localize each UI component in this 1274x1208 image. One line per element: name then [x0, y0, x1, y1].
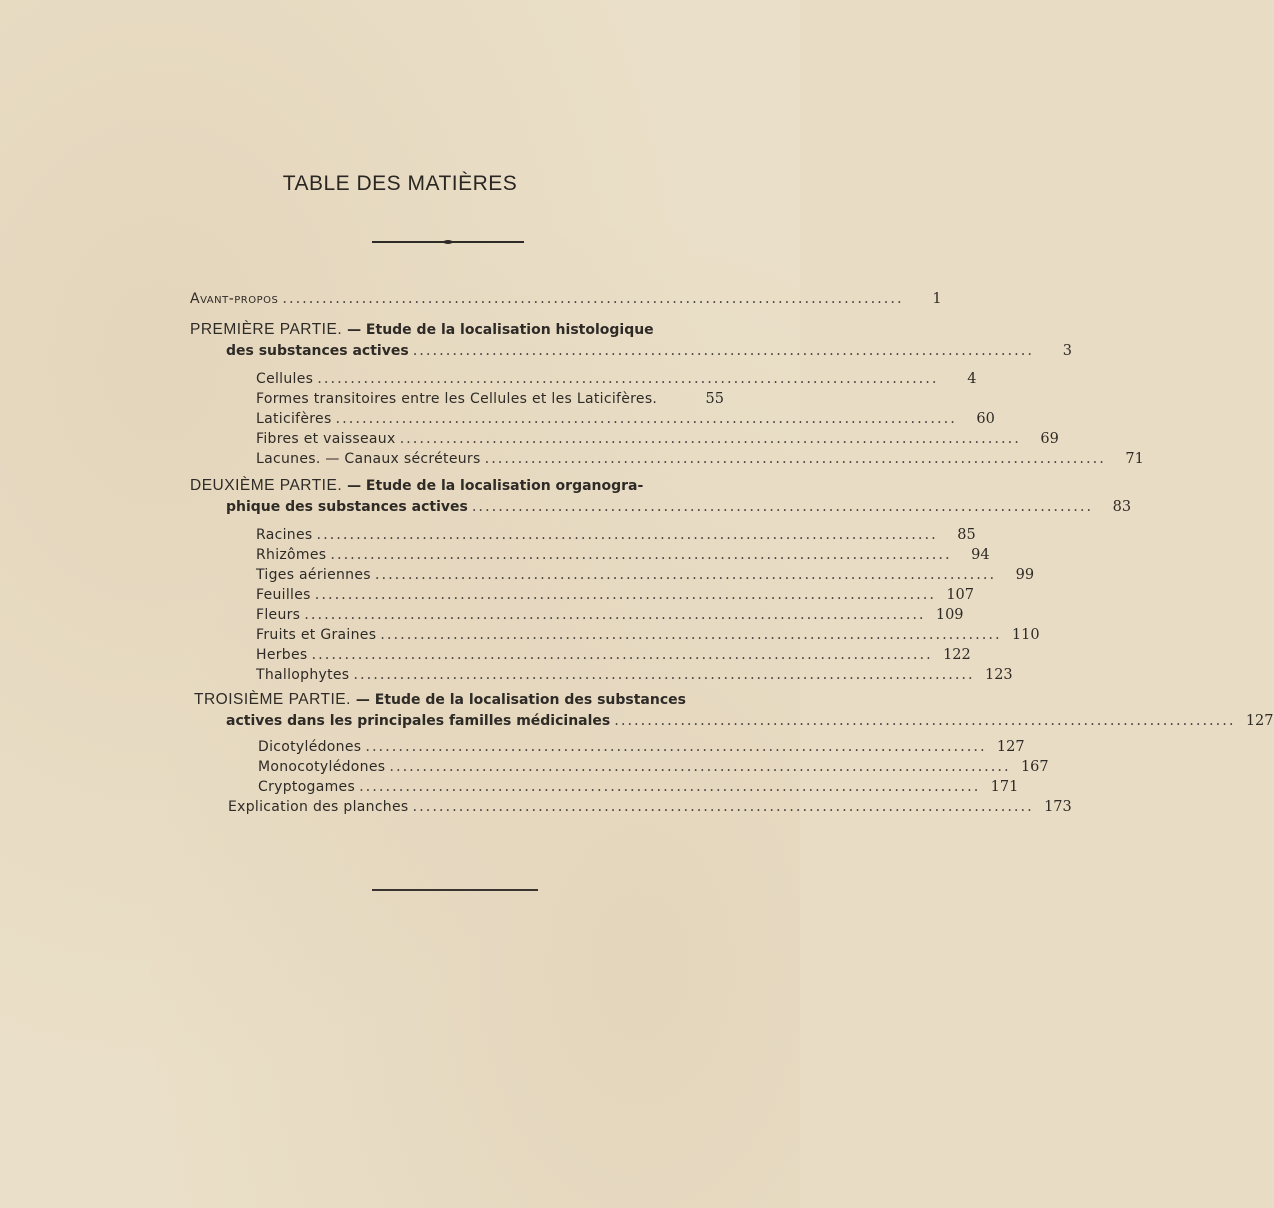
- toc-entry-cryptogames: [258, 777, 1019, 797]
- leader-dots: ..............................................................................................: [484, 451, 1106, 467]
- toc-entry-label: Monocotylédones: [258, 759, 386, 775]
- toc-page-number: 173: [1044, 799, 1072, 815]
- toc-part-heading-3: [194, 689, 686, 710]
- closing-rule: [372, 889, 538, 891]
- toc-page-number: 60: [976, 411, 995, 427]
- leader-dots: ..............................................................................................: [304, 607, 926, 623]
- toc-entry-label: Fibres et vaisseaux: [256, 431, 396, 447]
- toc-page-number: 127: [1245, 713, 1274, 729]
- toc-entry-cellules: [256, 369, 977, 389]
- toc-entry-laticiferes: [256, 409, 995, 429]
- toc-entry-label: Tiges aériennes: [256, 567, 371, 583]
- toc-page-number: 171: [990, 779, 1019, 795]
- toc-entry-label: Fleurs: [256, 607, 301, 623]
- toc-page-number: 83: [1112, 499, 1132, 515]
- toc-page-number: 71: [1125, 451, 1144, 467]
- toc-page-number: 109: [935, 607, 964, 623]
- toc-entry-tiges: [256, 565, 1035, 585]
- toc-entry-troisieme-partie: [226, 711, 1274, 731]
- toc-page-number: 110: [1011, 627, 1040, 643]
- leader-dots: ..............................................................................................: [335, 411, 957, 427]
- toc-entry-label: actives dans les principales familles médicinales: [226, 713, 611, 729]
- toc-entry-label: Avant-propos: [190, 291, 279, 307]
- toc-entry-deuxieme-partie: [226, 497, 1132, 517]
- part-title: TROISIÈME PARTIE.: [194, 691, 351, 708]
- toc-entry-monocotyledones: [258, 757, 1049, 777]
- toc-entry-premiere-partie: [226, 341, 1072, 361]
- toc-entry-label: Dicotylédones: [258, 739, 362, 755]
- leader-dots: ..............................................................................................: [311, 647, 933, 663]
- toc-entry-fruits: [256, 625, 1040, 645]
- leader-dots: ..............................................................................................: [412, 343, 1034, 359]
- toc-entry-label: phique des substances actives: [226, 499, 468, 515]
- toc-page-number: 123: [984, 667, 1013, 683]
- toc-entry-label: Lacunes. — Canaux sécréteurs: [256, 451, 481, 467]
- toc-page-number: 127: [996, 739, 1025, 755]
- toc-entry-label: Laticifères: [256, 411, 332, 427]
- toc-entry-label: Feuilles: [256, 587, 311, 603]
- leader-dots: ..............................................................................................: [353, 667, 975, 683]
- toc-page-number: 3: [1062, 343, 1072, 359]
- toc-page-number: 122: [943, 647, 971, 663]
- leader-dots: ..............................................................................................: [316, 527, 938, 543]
- toc-entry-lacunes: [256, 449, 1144, 469]
- toc-page-number: 94: [971, 547, 990, 563]
- toc-entry-avant-propos: [190, 289, 942, 309]
- toc-entry-fibres: [256, 429, 1059, 449]
- toc-page-number: 167: [1020, 759, 1049, 775]
- toc-entry-formes-transitoires: [256, 389, 724, 409]
- toc-page-number: 69: [1040, 431, 1059, 447]
- leader-dots: ..............................................................................................: [471, 499, 1094, 515]
- part-description: — Etude de la localisation histologique: [347, 322, 654, 338]
- leader-dots: ..............................................................................................: [317, 371, 939, 387]
- toc-entry-label: Racines: [256, 527, 313, 543]
- toc-entry-label: Fruits et Graines: [256, 627, 377, 643]
- leader-dots: ..............................................................................................: [389, 759, 1011, 775]
- toc-entry-rhizomes: [256, 545, 990, 565]
- toc-entry-thallophytes: [256, 665, 1013, 685]
- toc-page-number: 85: [957, 527, 976, 543]
- toc-entry-label: Explication des planches: [228, 799, 409, 815]
- toc-entry-dicotyledones: [258, 737, 1025, 757]
- toc-page-number: 55: [705, 391, 724, 407]
- toc-entry-label: Thallophytes: [256, 667, 350, 683]
- leader-dots: ..............................................................................................: [380, 627, 1002, 643]
- toc-entry-label: Cellules: [256, 371, 314, 387]
- leader-dots: ..............................................................................................: [374, 567, 997, 583]
- toc-page-number: 1: [932, 291, 942, 307]
- toc-entry-racines: [256, 525, 976, 545]
- toc-page-number: 107: [946, 587, 975, 603]
- part-description: — Etude de la localisation organogra-: [347, 478, 644, 494]
- toc-entry-herbes: [256, 645, 971, 665]
- toc-entry-label: des substances actives: [226, 343, 409, 359]
- leader-dots: ..............................................................................................: [365, 739, 987, 755]
- toc-part-heading-1: [190, 319, 654, 340]
- toc-page-number: 4: [967, 371, 977, 387]
- toc-entry-label: Formes transitoires entre les Cellules et les Laticifères.: [256, 391, 658, 407]
- toc-page-number: 99: [1015, 567, 1035, 583]
- page-title: TABLE DES MATIÈRES: [282, 172, 518, 195]
- part-title: PREMIÈRE PARTIE.: [190, 321, 343, 338]
- leader-dots: ..............................................................................................: [282, 291, 904, 307]
- part-description: — Etude de la localisation des substances: [355, 692, 686, 708]
- toc-part-heading-2: [190, 475, 643, 496]
- leader-dots: ..............................................................................................: [330, 547, 952, 563]
- toc-entry-feuilles: [256, 585, 975, 605]
- part-title: DEUXIÈME PARTIE.: [190, 477, 343, 494]
- toc-entry-fleurs: [256, 605, 964, 625]
- leader-dots: ..............................................................................................: [614, 713, 1236, 729]
- toc-entry-label: Rhizômes: [256, 547, 327, 563]
- leader-dots: ..............................................................................................: [412, 799, 1034, 815]
- leader-dots: ..............................................................................................: [399, 431, 1021, 447]
- toc-entry-explication: [228, 797, 1072, 817]
- leader-dots: ..............................................................................................: [314, 587, 937, 603]
- toc-entry-label: Herbes: [256, 647, 308, 663]
- leader-dots: ..............................................................................................: [359, 779, 981, 795]
- toc-entry-label: Cryptogames: [258, 779, 356, 795]
